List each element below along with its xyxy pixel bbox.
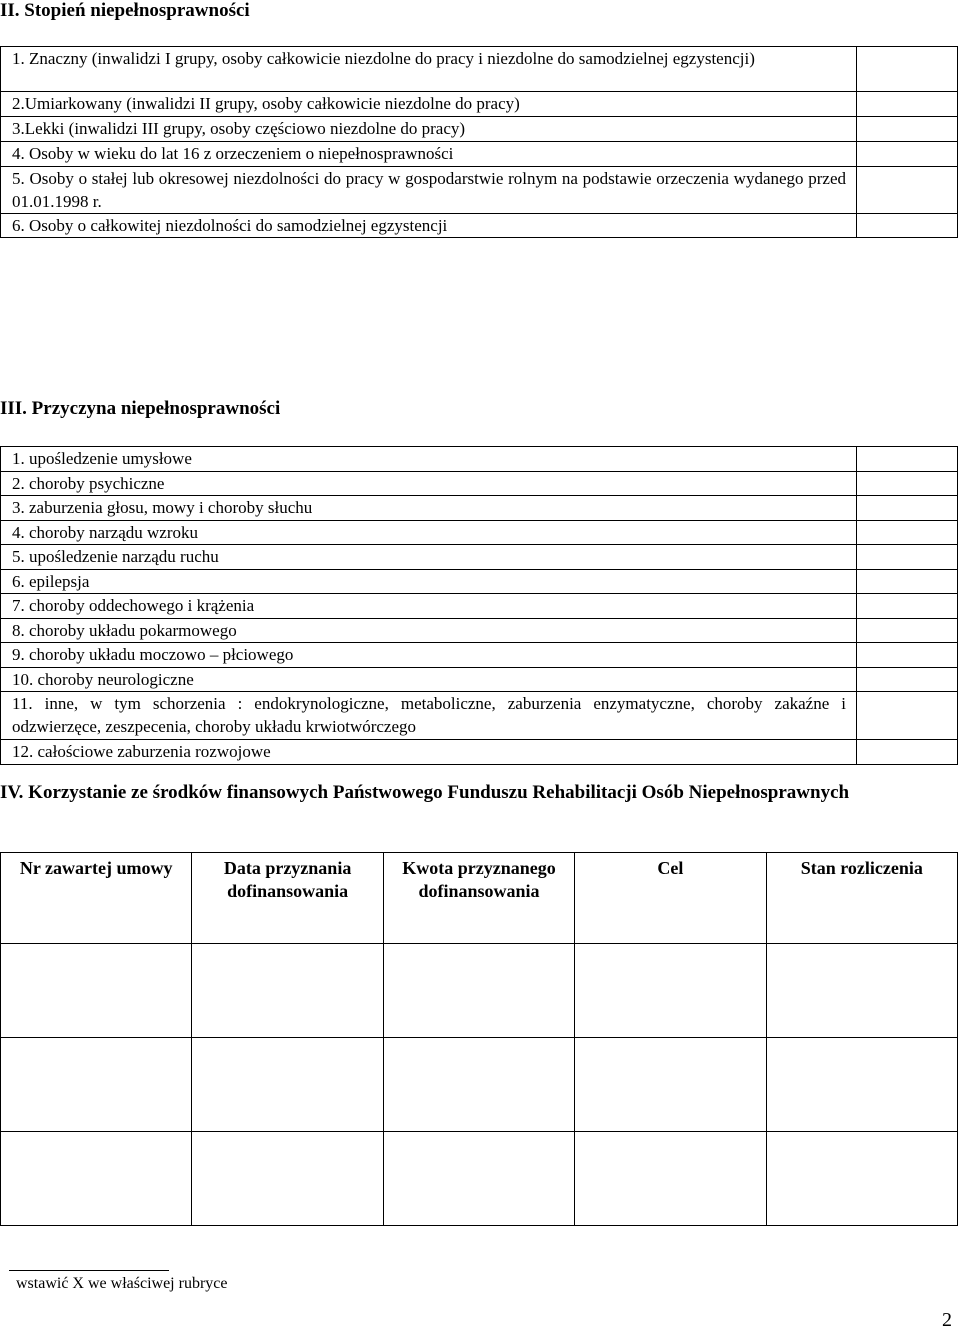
degree-option-label: 5. Osoby o stałej lub okresowej niezdolności do pracy w gospodarstwie rolnym na podstawie orzeczenia wydanego przed 01.01.1998 r.: [1, 167, 857, 214]
table-row: [1, 471, 958, 496]
cause-checkbox[interactable]: [857, 447, 958, 472]
table-row: [1, 92, 958, 117]
degree-option-label: 2.Umiarkowany (inwalidzi II grupy, osoby całkowicie niezdolne do pracy): [1, 92, 857, 117]
disability-cause-table: [0, 446, 958, 765]
degree-option-label: 6. Osoby o całkowitej niezdolności do samodzielnej egzystencji: [1, 214, 857, 238]
table-row: [1, 618, 958, 643]
purpose-cell[interactable]: [575, 944, 766, 1038]
table-row: [1, 1038, 958, 1132]
cause-checkbox[interactable]: [857, 594, 958, 619]
cause-option-label: 11. inne, w tym schorzenia : endokrynologiczne, metaboliczne, zaburzenia enzymatyczne, choroby zakaźne i odzwierzęce, zeszpecenia, choroby układu krwiotwórczego: [1, 692, 857, 740]
grant-amount-cell[interactable]: [383, 944, 574, 1038]
column-header: Nr zawartej umowy: [1, 853, 192, 944]
table-row: [1, 1132, 958, 1226]
cause-option-label: 12. całościowe zaburzenia rozwojowe: [1, 740, 857, 765]
cause-checkbox[interactable]: [857, 496, 958, 521]
section-4-title: IV. Korzystanie ze środków finansowych Państwowego Funduszu Rehabilitacji Osób Niepełnosprawnych: [0, 782, 850, 803]
cause-checkbox[interactable]: [857, 667, 958, 692]
cause-option-label: 7. choroby oddechowego i krążenia: [1, 594, 857, 619]
degree-checkbox[interactable]: [857, 142, 958, 167]
table-row: [1, 740, 958, 765]
degree-checkbox[interactable]: [857, 117, 958, 142]
grant-amount-cell[interactable]: [383, 1132, 574, 1226]
cause-option-label: 8. choroby układu pokarmowego: [1, 618, 857, 643]
section-2-title: II. Stopień niepełnosprawności: [0, 0, 250, 21]
cause-checkbox[interactable]: [857, 643, 958, 668]
grant-amount-cell[interactable]: [383, 1038, 574, 1132]
cause-option-label: 2. choroby psychiczne: [1, 471, 857, 496]
cause-checkbox[interactable]: [857, 520, 958, 545]
degree-option-label: 3.Lekki (inwalidzi III grupy, osoby częściowo niezdolne do pracy): [1, 117, 857, 142]
cause-checkbox[interactable]: [857, 740, 958, 765]
table-row: [1, 117, 958, 142]
purpose-cell[interactable]: [575, 1038, 766, 1132]
cause-checkbox[interactable]: [857, 569, 958, 594]
section-3-title: III. Przyczyna niepełnosprawności: [0, 398, 281, 419]
grant-date-cell[interactable]: [192, 1132, 383, 1226]
contract-number-cell[interactable]: [1, 944, 192, 1038]
cause-checkbox[interactable]: [857, 618, 958, 643]
cause-option-label: 4. choroby narządu wzroku: [1, 520, 857, 545]
purpose-cell[interactable]: [575, 1132, 766, 1226]
degree-checkbox[interactable]: [857, 92, 958, 117]
column-header: Cel: [575, 853, 766, 944]
table-row: [1, 594, 958, 619]
table-row: [1, 667, 958, 692]
table-row: [1, 545, 958, 570]
table-row: [1, 142, 958, 167]
table-row: [1, 214, 958, 238]
table-row: [1, 569, 958, 594]
column-header: Kwota przyznanego dofinansowania: [383, 853, 574, 944]
cause-option-label: 6. epilepsja: [1, 569, 857, 594]
table-row: [1, 447, 958, 472]
column-header: Stan rozliczenia: [766, 853, 957, 944]
disability-degree-table: [0, 46, 958, 238]
table-row: [1, 944, 958, 1038]
degree-option-label: 1. Znaczny (inwalidzi I grupy, osoby całkowicie niezdolne do pracy i niezdolne do samodzielnej egzystencji): [1, 47, 857, 92]
cause-option-label: 5. upośledzenie narządu ruchu: [1, 545, 857, 570]
grant-date-cell[interactable]: [192, 944, 383, 1038]
grant-date-cell[interactable]: [192, 1038, 383, 1132]
footnote-text: wstawić X we właściwej rubryce: [16, 1275, 228, 1292]
cause-checkbox[interactable]: [857, 692, 958, 740]
degree-checkbox[interactable]: [857, 214, 958, 238]
table-row: [1, 643, 958, 668]
contract-number-cell[interactable]: [1, 1132, 192, 1226]
table-header-row: [1, 853, 958, 944]
cause-option-label: 10. choroby neurologiczne: [1, 667, 857, 692]
table-row: [1, 520, 958, 545]
footnote-separator: [9, 1270, 169, 1271]
cause-option-label: 3. zaburzenia głosu, mowy i choroby słuchu: [1, 496, 857, 521]
table-row: [1, 692, 958, 740]
settlement-status-cell[interactable]: [766, 944, 957, 1038]
column-header: Data przyznania dofinansowania: [192, 853, 383, 944]
settlement-status-cell[interactable]: [766, 1132, 957, 1226]
table-row: [1, 496, 958, 521]
table-row: [1, 167, 958, 214]
cause-option-label: 9. choroby układu moczowo – płciowego: [1, 643, 857, 668]
degree-option-label: 4. Osoby w wieku do lat 16 z orzeczeniem o niepełnosprawności: [1, 142, 857, 167]
degree-checkbox[interactable]: [857, 47, 958, 92]
table-row: [1, 47, 958, 92]
cause-checkbox[interactable]: [857, 471, 958, 496]
degree-checkbox[interactable]: [857, 167, 958, 214]
cause-checkbox[interactable]: [857, 545, 958, 570]
page-number: 2: [942, 1309, 952, 1331]
contract-number-cell[interactable]: [1, 1038, 192, 1132]
settlement-status-cell[interactable]: [766, 1038, 957, 1132]
cause-option-label: 1. upośledzenie umysłowe: [1, 447, 857, 472]
pfron-funding-table: [0, 852, 958, 1226]
